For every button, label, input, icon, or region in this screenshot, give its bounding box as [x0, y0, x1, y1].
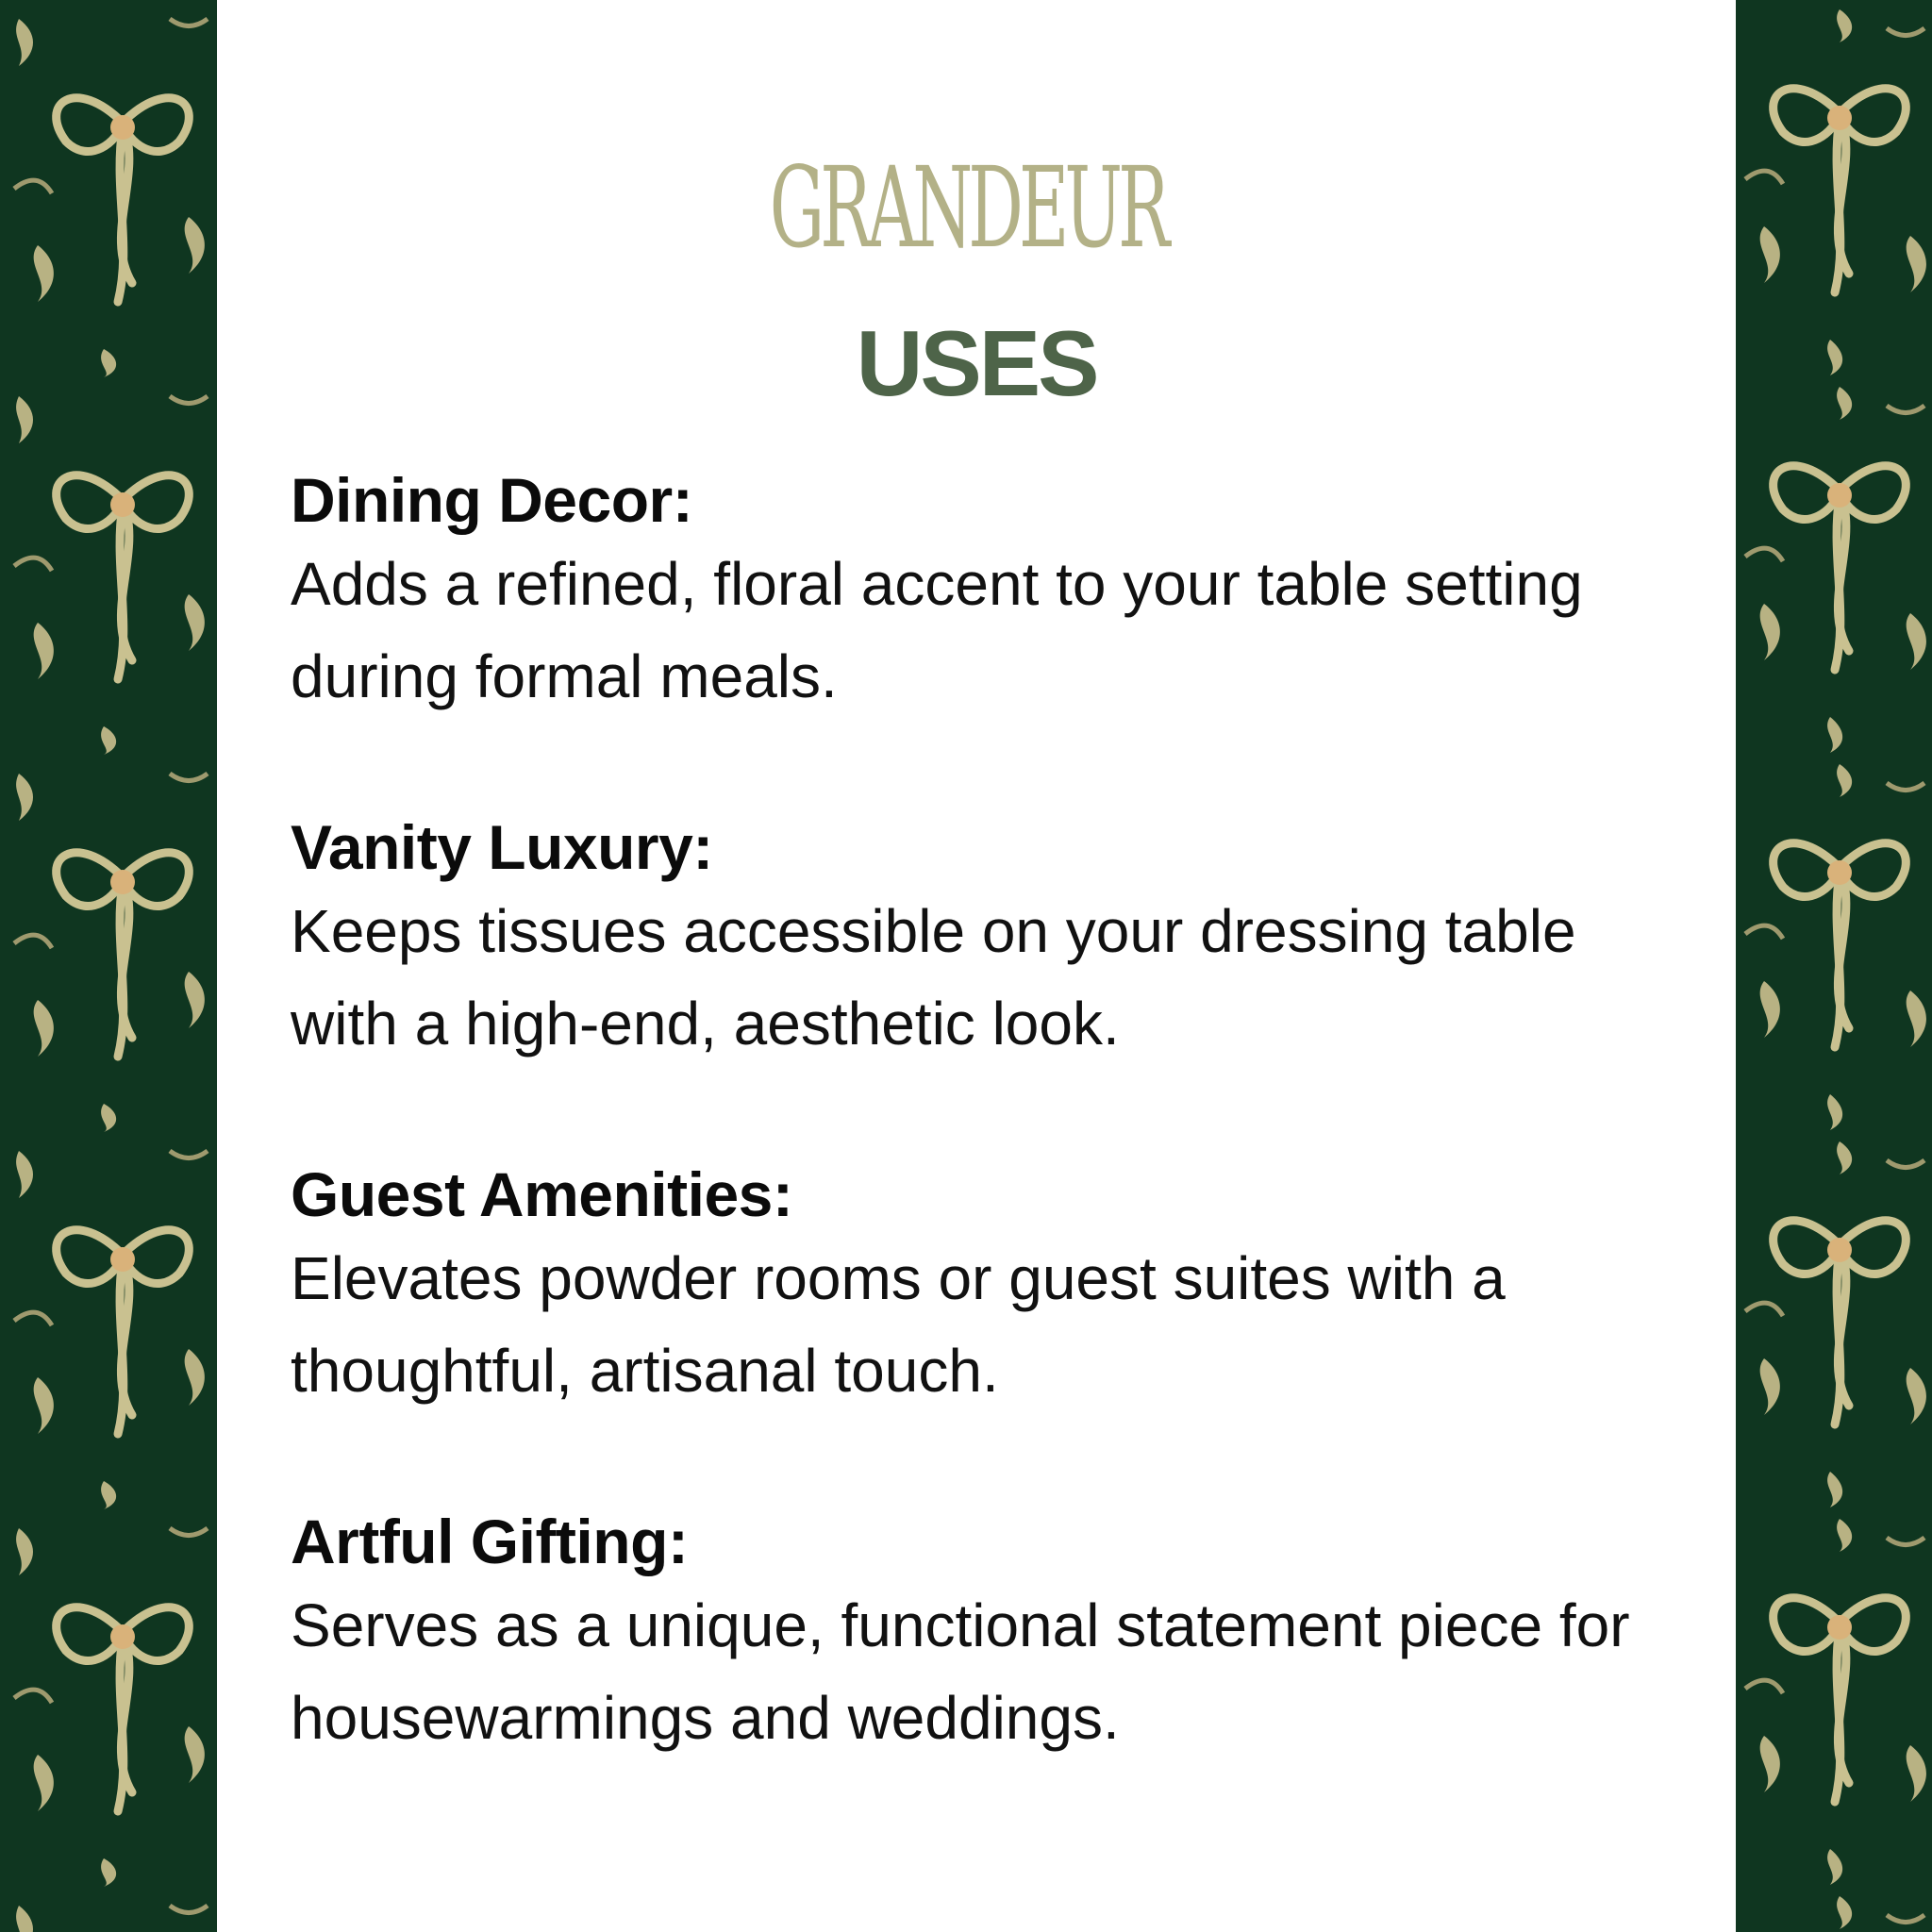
right-ornamental-border	[1736, 0, 1932, 1932]
list-item	[291, 1157, 1687, 1417]
use-title: Vanity Luxury:	[291, 812, 713, 882]
brand-logo: GRANDEUR	[769, 142, 1166, 273]
ribbon-bow-pattern	[0, 0, 217, 1932]
list-item	[291, 462, 1687, 723]
use-description: Serves as a unique, functional statement piece for housewarmings and weddings.	[291, 1591, 1630, 1752]
list-item	[291, 809, 1687, 1070]
use-title: Dining Decor:	[291, 465, 693, 535]
use-description: Adds a refined, floral accent to your table setting during formal meals.	[291, 550, 1583, 710]
use-description: Elevates powder rooms or guest suites with a thoughtful, artisanal touch.	[291, 1244, 1506, 1405]
left-ornamental-border	[0, 0, 217, 1932]
ribbon-bow-pattern	[1736, 0, 1932, 1932]
uses-list	[291, 462, 1687, 1851]
content-panel	[217, 0, 1736, 1932]
use-title: Guest Amenities:	[291, 1159, 793, 1229]
use-title: Artful Gifting:	[291, 1507, 689, 1576]
use-description: Keeps tissues accessible on your dressing table with a high-end, aesthetic look.	[291, 897, 1576, 1058]
list-item	[291, 1504, 1687, 1764]
page-title: USES	[856, 311, 1097, 415]
